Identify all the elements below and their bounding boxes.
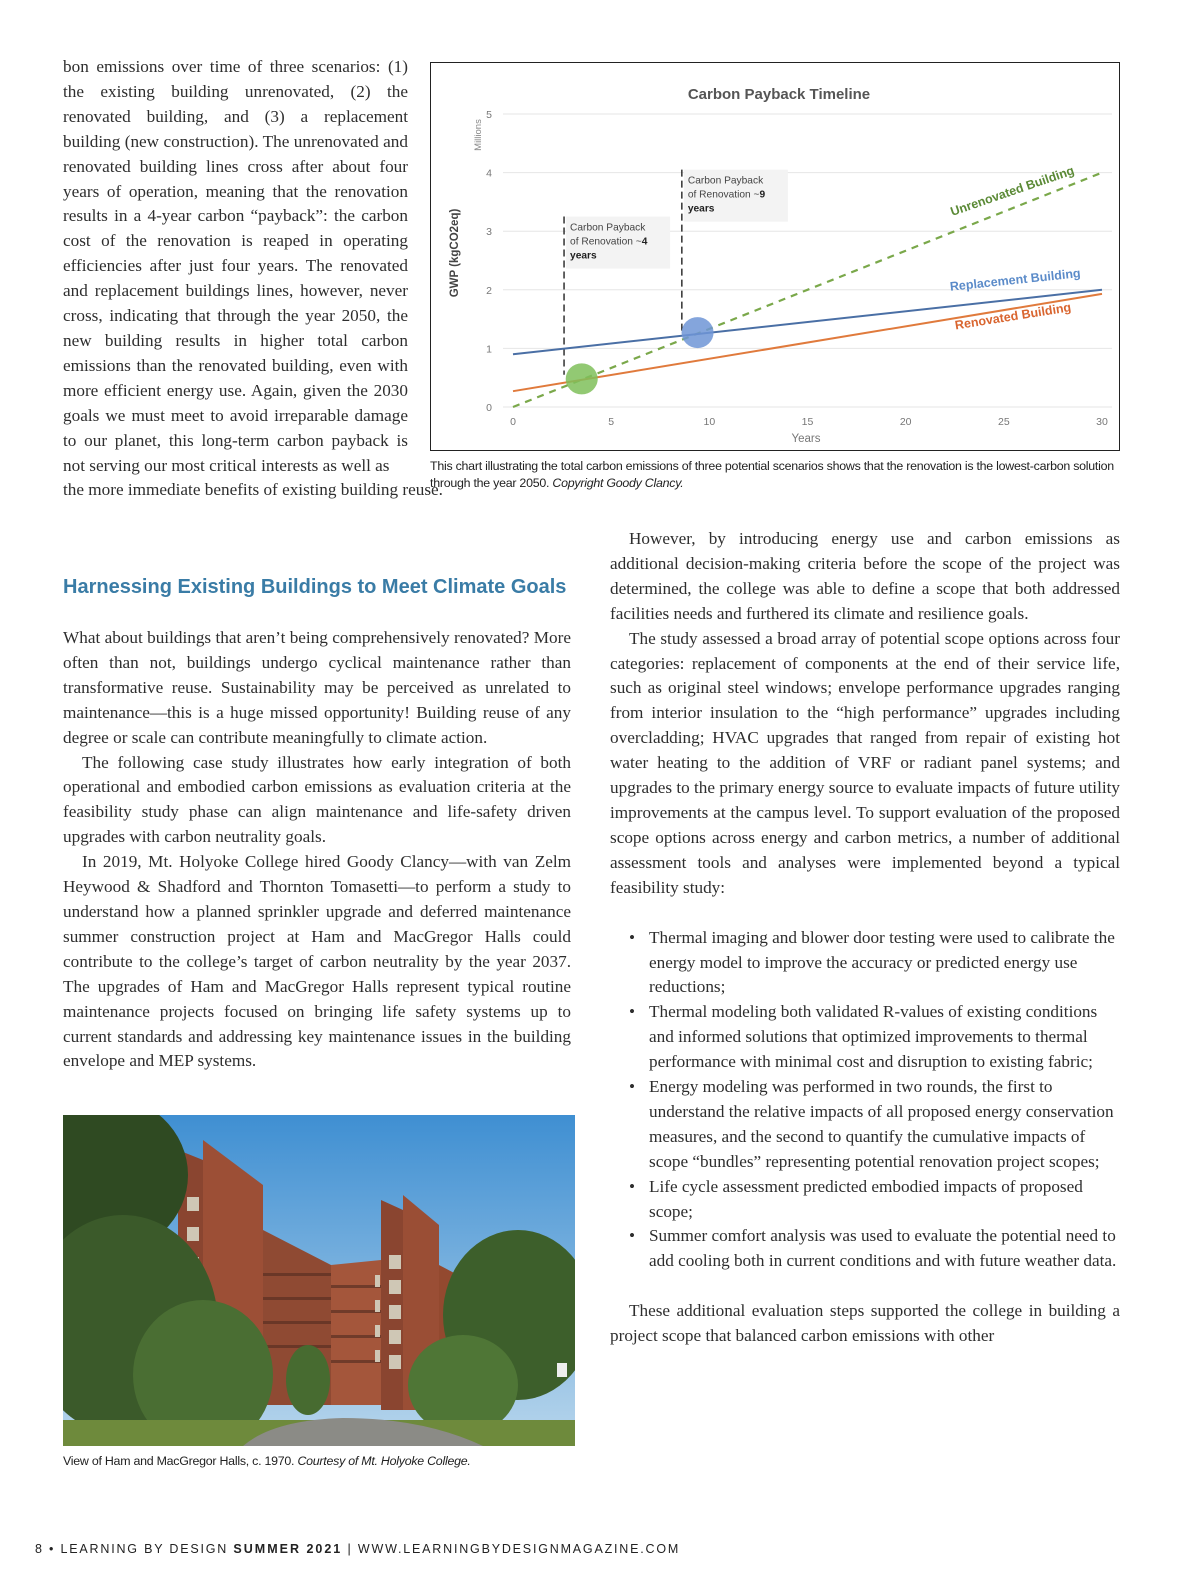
list-item — [610, 1224, 1120, 1274]
right-closing-paragraph: These additional evaluation steps supported the college in building a project scope that balanced carbon emissions with other — [610, 1301, 1120, 1346]
renovated-payback-point — [566, 363, 598, 394]
list-item — [610, 1075, 1120, 1175]
chart-title: Carbon Payback Timeline — [687, 86, 871, 103]
intro-paragraph: bon emissions over time of three scenarios: (1) the existing building unrenovated, (2) the renovated building, and (3) a replacement building (new construction). The unrenovated and renovated building lines cross after about four years of operation, meaning that the renovation results in a 4-year carbon “payback”: the carbon cost of the renovation is reaped in operating efficiencies after just four years. The renovated and replacement buildings lines, however, never cross, indicating that through the year 2050, the new building results in higher total carbon emissions than the renovated building, even with more efficient energy use. Again, given the 2030 goals we must meet to avoid irreparable damage to our planet, this long-term carbon payback is not serving our most critical interests as well as — [63, 57, 408, 475]
list-item — [610, 1000, 1120, 1075]
bullet-icon: • — [629, 927, 636, 947]
chart-x-tick-label: 0 — [510, 416, 516, 428]
section-heading: Harnessing Existing Buildings to Meet Climate Goals — [63, 576, 567, 598]
section-body — [63, 626, 571, 1074]
bullet-icon: • — [629, 1077, 636, 1097]
carbon-payback-chart — [430, 62, 1120, 451]
page-footer — [35, 1542, 680, 1556]
chart-y-tick-label: 5 — [486, 109, 492, 121]
bullet-icon: • — [629, 1002, 636, 1022]
list-item-text: Summer comfort analysis was used to evaluate the potential need to add cooling both in current conditions and with future weather data. — [649, 1226, 1117, 1271]
list-item — [610, 926, 1120, 1001]
chart-y-tick-label: 2 — [486, 284, 492, 297]
photo-sign — [557, 1363, 567, 1377]
footer-separator: • — [49, 1542, 56, 1556]
intro-paragraph-block — [63, 55, 443, 503]
chart-x-axis-label: Years — [791, 433, 821, 445]
list-item-text: Thermal modeling both validated R-values of existing conditions and informed solutions that optimized improvements to thermal performance with minimal cost and disruption to existing fabric; — [649, 1002, 1098, 1072]
chart-x-tick-label: 5 — [608, 416, 615, 428]
list-item-text: Energy modeling was performed in two rounds, the first to understand the relative impacts of all proposed energy conservation measures, and the second to quantify the cumulative impacts of scope “bundles” representing potential renovation project scopes; — [649, 1077, 1114, 1171]
building-photo-illustration — [63, 1115, 575, 1446]
photo-caption-text: View of Ham and MacGregor Halls, c. 1970. — [63, 1454, 298, 1468]
payback-annotation-text: Carbon Payback — [570, 222, 646, 234]
building-photo — [63, 1115, 575, 1446]
list-item-text: Thermal imaging and blower door testing were used to calibrate the energy model to improve the accuracy or predicted energy use reductions; — [649, 927, 1115, 997]
photo-caption-credit: Courtesy of Mt. Holyoke College. — [297, 1454, 471, 1468]
chart-caption-credit: Copyright Goody Clancy. — [552, 476, 684, 490]
assessment-tools-list — [610, 926, 1120, 1275]
bullet-icon: • — [629, 1176, 636, 1196]
chart-y-tick-label: 0 — [486, 402, 492, 414]
footer-divider: | — [347, 1542, 353, 1556]
chart-x-tick-label: 30 — [1096, 416, 1108, 428]
section-paragraph: What about buildings that aren’t being comprehensively renovated? More often than not, buildings undergo cyclical maintenance rather than transformative reuse. Sustainability may be perceived as unrelated to maintenance—this is a huge missed opportunity! Building reuse of any degree or scale can contribute meaningfully to climate action. — [63, 628, 571, 747]
payback-annotation-text: of Renovation ~4 — [570, 236, 648, 248]
series-label: Replacement Building — [949, 266, 1082, 294]
chart-y-tick-label: 3 — [486, 226, 492, 239]
chart-x-tick-label: 15 — [801, 416, 814, 428]
chart-y-axis-label: GWP (kgCO2eq) — [449, 208, 461, 298]
list-item — [610, 1175, 1120, 1225]
chart-caption-text: This chart illustrating the total carbon emissions of three potential scenarios shows that the renovation is the lowest-carbon solution through the year 2050. — [430, 459, 1114, 490]
photo-caption — [63, 1454, 471, 1468]
series-label: Renovated Building — [953, 300, 1073, 333]
list-item-text: Life cycle assessment predicted embodied impacts of proposed scope; — [649, 1176, 1083, 1221]
chart-y-tick-label: 1 — [486, 343, 492, 356]
section-paragraph: The following case study illustrates how early integration of both operational and embodied carbon emissions as evaluation criteria at the feasibility study phase can align maintenance and life-safety driven upgrades with carbon neutrality goals. — [63, 752, 571, 847]
page-number: 8 — [35, 1542, 44, 1556]
footer-url: WWW.LEARNINGBYDESIGNMAGAZINE.COM — [357, 1542, 681, 1556]
chart-x-tick-label: 25 — [997, 416, 1010, 428]
right-paragraph: However, by introducing energy use and carbon emissions as additional decision-making criteria before the scope of the project was determined, the college was able to define a scope that both addressed facilities needs and furthered its climate and resilience goals. — [610, 529, 1120, 623]
intro-paragraph-last-line: the more immediate benefits of existing building reuse. — [63, 480, 443, 500]
bullet-icon: • — [629, 1226, 636, 1246]
chart-svg — [431, 63, 1118, 449]
section-paragraph: In 2019, Mt. Holyoke College hired Goody Clancy—with van Zelm Heywood & Shadford and Thornton Tomasetti—to perform a study to understand how a planned sprinkler upgrade and deferred maintenance summer construction project at Ham and MacGregor Halls could contribute to the college’s target of carbon neutrality by the year 2037. The upgrades of Ham and MacGregor Halls represent typical routine maintenance projects focused on bringing life safety systems up to current standards and addressing key maintenance issues in the building envelope and MEP systems. — [63, 852, 571, 1071]
chart-caption — [430, 458, 1130, 492]
payback-annotation-text: years — [687, 203, 715, 215]
right-column — [610, 527, 1120, 1349]
series-label: Unrenovated Building — [948, 163, 1077, 219]
replacement-payback-point — [682, 317, 714, 348]
issue-label: SUMMER 2021 — [233, 1542, 343, 1556]
payback-annotation-text: years — [570, 250, 597, 262]
chart-y-tick-label: 4 — [486, 167, 492, 180]
publication-name: LEARNING BY DESIGN — [60, 1542, 229, 1556]
payback-annotation-text: Carbon Payback — [687, 175, 764, 187]
payback-annotation-text: of Renovation ~9 — [687, 189, 766, 201]
chart-x-tick-label: 10 — [703, 416, 716, 428]
chart-y-unit-label: Millions — [473, 119, 484, 151]
right-paragraph: The study assessed a broad array of potential scope options across four categories: replacement of components at the end of their service life, such as original steel windows; envelope performance upgrades ranging from interior insulation to the “high performance” upgrades including overcladding; HVAC upgrades that ranged from repair of existing hot water heating to the addition of VRF or radiant panel systems; and upgrades to the primary energy source to evaluate impacts of future utility improvements at the campus level. To support evaluation of the proposed scope options across energy and carbon metrics, a number of additional assessment tools and analyses were implemented beyond a typical feasibility study: — [610, 628, 1120, 897]
chart-x-tick-label: 20 — [899, 416, 912, 428]
